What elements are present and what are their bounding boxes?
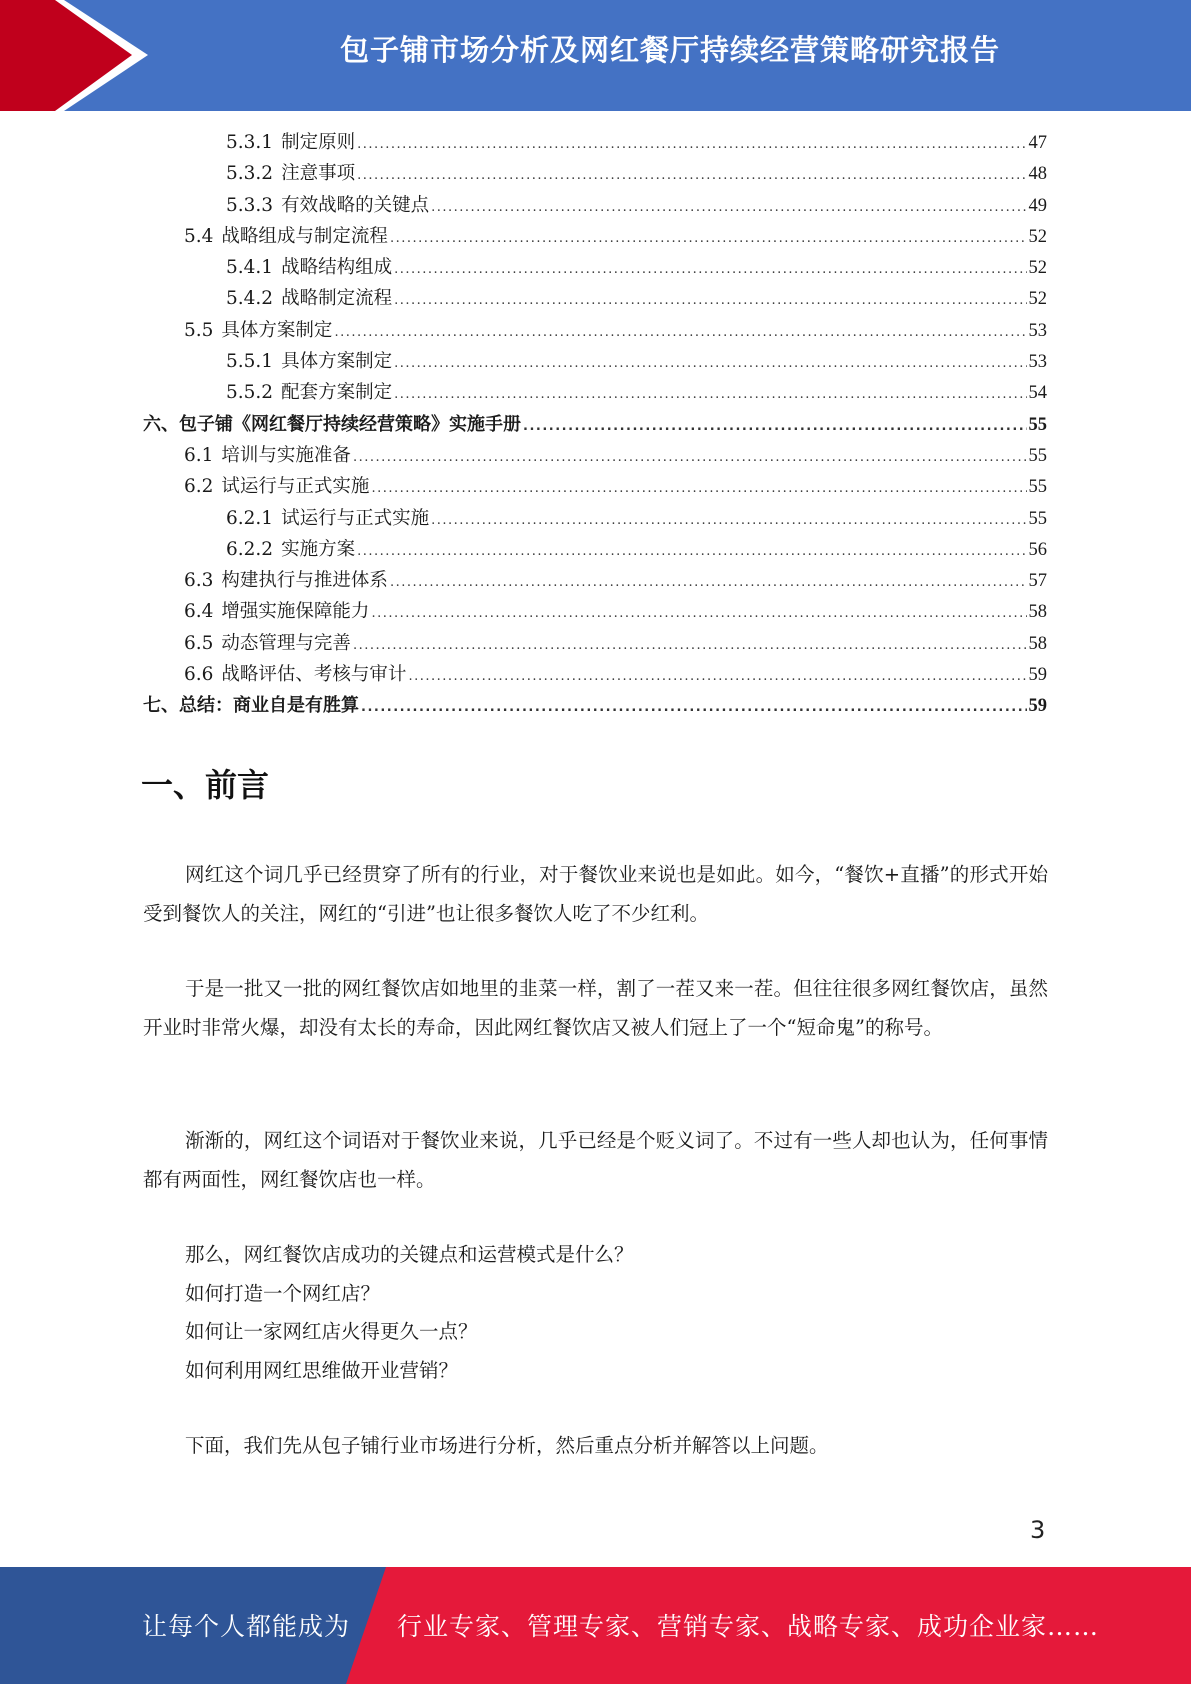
toc-entry-title: 试运行与正式实施 xyxy=(281,507,430,529)
toc-entry-title: 有效战略的关键点 xyxy=(281,194,430,216)
toc-entry-number: 6.3 xyxy=(184,570,214,592)
toc-dot-leader xyxy=(408,669,1026,684)
table-of-contents xyxy=(143,128,1047,723)
footer-slogan-left: 让每个人都能成为 xyxy=(142,1612,351,1641)
toc-entry-page: 55 xyxy=(1028,477,1047,498)
toc-entry[interactable] xyxy=(143,472,1047,503)
toc-dot-leader xyxy=(390,231,1027,246)
toc-entry-title: 制定原则 xyxy=(281,132,356,153)
toc-entry-number: 6.4 xyxy=(184,601,214,623)
toc-entry-number: 5.4.1 xyxy=(226,257,274,279)
toc-entry-title: 配套方案制定 xyxy=(281,382,393,404)
toc-entry-title: 战略评估、考核与审计 xyxy=(221,664,407,686)
toc-dot-leader xyxy=(390,575,1027,590)
toc-entry-page: 53 xyxy=(1028,320,1047,341)
toc-entry-number: 6.2.2 xyxy=(226,538,274,560)
toc-dot-leader xyxy=(523,419,1027,434)
toc-entry-title: 具体方案制定 xyxy=(281,351,393,373)
closing-paragraph: 下面，我们先从包子铺行业市场进行分析，然后重点分析并解答以上问题。 xyxy=(185,1434,829,1457)
toc-entry-number: 5.5.1 xyxy=(226,351,274,373)
toc-entry[interactable] xyxy=(143,504,1047,535)
toc-entry-title: 构建执行与推进体系 xyxy=(221,570,388,592)
intro-paragraph-2: 于是一批又一批的网红餐饮店如地里的韭菜一样，割了一茬又来一茬。但往往很多网红餐饮店，虽然开业时非常火爆，却没有太长的寿命，因此网红餐饮店又被人们冠上了一个“短命鬼”的称号。 xyxy=(143,977,1048,1039)
question-list xyxy=(185,1236,634,1390)
toc-dot-leader xyxy=(431,513,1026,528)
toc-entry[interactable] xyxy=(143,128,1047,159)
page-number: 3 xyxy=(1030,1516,1046,1544)
toc-entry-page: 56 xyxy=(1028,539,1047,560)
toc-entry-number: 6.2.1 xyxy=(226,507,274,529)
toc-entry-page: 58 xyxy=(1028,633,1047,654)
toc-entry-number: 6.6 xyxy=(184,664,214,686)
toc-entry-number: 5.3.1 xyxy=(226,132,274,153)
question-item: 如何利用网红思维做开业营销？ xyxy=(185,1358,459,1382)
toc-entry-title: 实施方案 xyxy=(281,538,356,560)
toc-entry-number: 5.4 xyxy=(184,225,214,247)
toc-dot-leader xyxy=(361,700,1027,715)
toc-dot-leader xyxy=(394,293,1026,308)
toc-entry-page: 55 xyxy=(1028,414,1047,435)
toc-entry-page: 59 xyxy=(1028,696,1047,717)
toc-entry-page: 57 xyxy=(1028,571,1047,592)
toc-entry-title: 战略制定流程 xyxy=(281,288,393,310)
toc-entry-title: 七、总结：商业自是有胜算 xyxy=(143,695,359,717)
toc-entry-page: 48 xyxy=(1028,164,1047,185)
toc-entry[interactable] xyxy=(143,347,1047,378)
intro-paragraph-1: 网红这个词几乎已经贯穿了所有的行业，对于餐饮业来说也是如此。如今，“餐饮+直播”的形式开始受到餐饮人的关注，网红的“引进”也让很多餐饮人吃了不少红利。 xyxy=(143,863,1048,925)
toc-dot-leader xyxy=(371,606,1026,621)
toc-entry[interactable] xyxy=(143,159,1047,190)
toc-entry-title: 增强实施保障能力 xyxy=(221,601,370,623)
toc-entry-number: 5.3.2 xyxy=(226,163,274,185)
toc-entry-page: 53 xyxy=(1028,352,1047,373)
toc-entry-number: 5.5.2 xyxy=(226,382,274,404)
question-item: 那么，网红餐饮店成功的关键点和运营模式是什么？ xyxy=(185,1243,634,1266)
toc-dot-leader xyxy=(334,325,1026,340)
toc-entry-title: 试运行与正式实施 xyxy=(221,476,370,498)
section-heading: 一、前言 xyxy=(141,766,270,804)
toc-entry[interactable] xyxy=(143,660,1047,691)
toc-entry[interactable] xyxy=(143,316,1047,347)
toc-entry-page: 52 xyxy=(1028,289,1047,310)
toc-entry-title: 六、包子铺《网红餐厅持续经营策略》实施手册 xyxy=(143,413,521,435)
toc-entry[interactable] xyxy=(143,597,1047,628)
toc-entry-number: 6.1 xyxy=(184,444,214,466)
question-item: 如何让一家网红店火得更久一点？ xyxy=(185,1320,478,1343)
toc-entry[interactable] xyxy=(143,253,1047,284)
toc-entry-number: 5.5 xyxy=(184,319,214,341)
toc-entry-title: 战略组成与制定流程 xyxy=(221,225,388,247)
page-header-banner xyxy=(0,0,1191,111)
toc-entry-title: 注意事项 xyxy=(281,163,356,185)
toc-entry-number: 6.5 xyxy=(184,632,214,654)
toc-entry-page: 58 xyxy=(1028,602,1047,623)
toc-entry[interactable] xyxy=(143,566,1047,597)
toc-entry-page: 55 xyxy=(1028,508,1047,529)
toc-entry-page: 54 xyxy=(1028,383,1047,404)
toc-entry-title: 具体方案制定 xyxy=(221,319,333,341)
toc-dot-leader xyxy=(357,137,1026,152)
toc-entry-title: 战略结构组成 xyxy=(281,257,393,279)
toc-entry-page: 47 xyxy=(1028,133,1047,153)
toc-dot-leader xyxy=(353,638,1027,653)
toc-entry-number: 6.2 xyxy=(184,476,214,498)
page-footer-banner xyxy=(0,1567,1191,1684)
question-item: 如何打造一个网红店？ xyxy=(185,1281,381,1305)
toc-entry[interactable] xyxy=(143,410,1047,441)
toc-entry[interactable] xyxy=(143,378,1047,409)
toc-dot-leader xyxy=(394,356,1026,371)
toc-entry-page: 59 xyxy=(1028,665,1047,686)
toc-entry-page: 52 xyxy=(1028,226,1047,247)
toc-entry-title: 培训与实施准备 xyxy=(221,444,351,466)
toc-entry-page: 52 xyxy=(1028,258,1047,279)
toc-entry-page: 49 xyxy=(1028,195,1047,216)
toc-dot-leader xyxy=(394,387,1026,402)
report-title: 包子铺市场分析及网红餐厅持续经营策略研究报告 xyxy=(339,33,1000,67)
toc-entry-page: 55 xyxy=(1028,445,1047,466)
toc-entry-number: 5.3.3 xyxy=(226,194,274,216)
toc-entry[interactable] xyxy=(143,691,1047,722)
toc-entry[interactable] xyxy=(143,191,1047,222)
toc-entry[interactable] xyxy=(143,222,1047,253)
toc-entry[interactable] xyxy=(143,284,1047,315)
toc-dot-leader xyxy=(431,200,1026,215)
toc-entry[interactable] xyxy=(143,629,1047,660)
toc-dot-leader xyxy=(394,262,1026,277)
toc-dot-leader xyxy=(357,544,1026,559)
intro-paragraph-3: 渐渐的，网红这个词语对于餐饮业来说，几乎已经是个贬义词了。不过有一些人却也认为，任何事情都有两面性，网红餐饮店也一样。 xyxy=(143,1129,1048,1191)
toc-entry[interactable] xyxy=(143,441,1047,472)
footer-slogan-right: 行业专家、管理专家、营销专家、战略专家、成功企业家…… xyxy=(397,1612,1100,1641)
toc-dot-leader xyxy=(371,481,1026,496)
toc-entry-title: 动态管理与完善 xyxy=(221,632,351,654)
toc-dot-leader xyxy=(353,450,1027,465)
toc-dot-leader xyxy=(357,168,1026,183)
toc-entry-number: 5.4.2 xyxy=(226,288,274,310)
toc-entry[interactable] xyxy=(143,535,1047,566)
